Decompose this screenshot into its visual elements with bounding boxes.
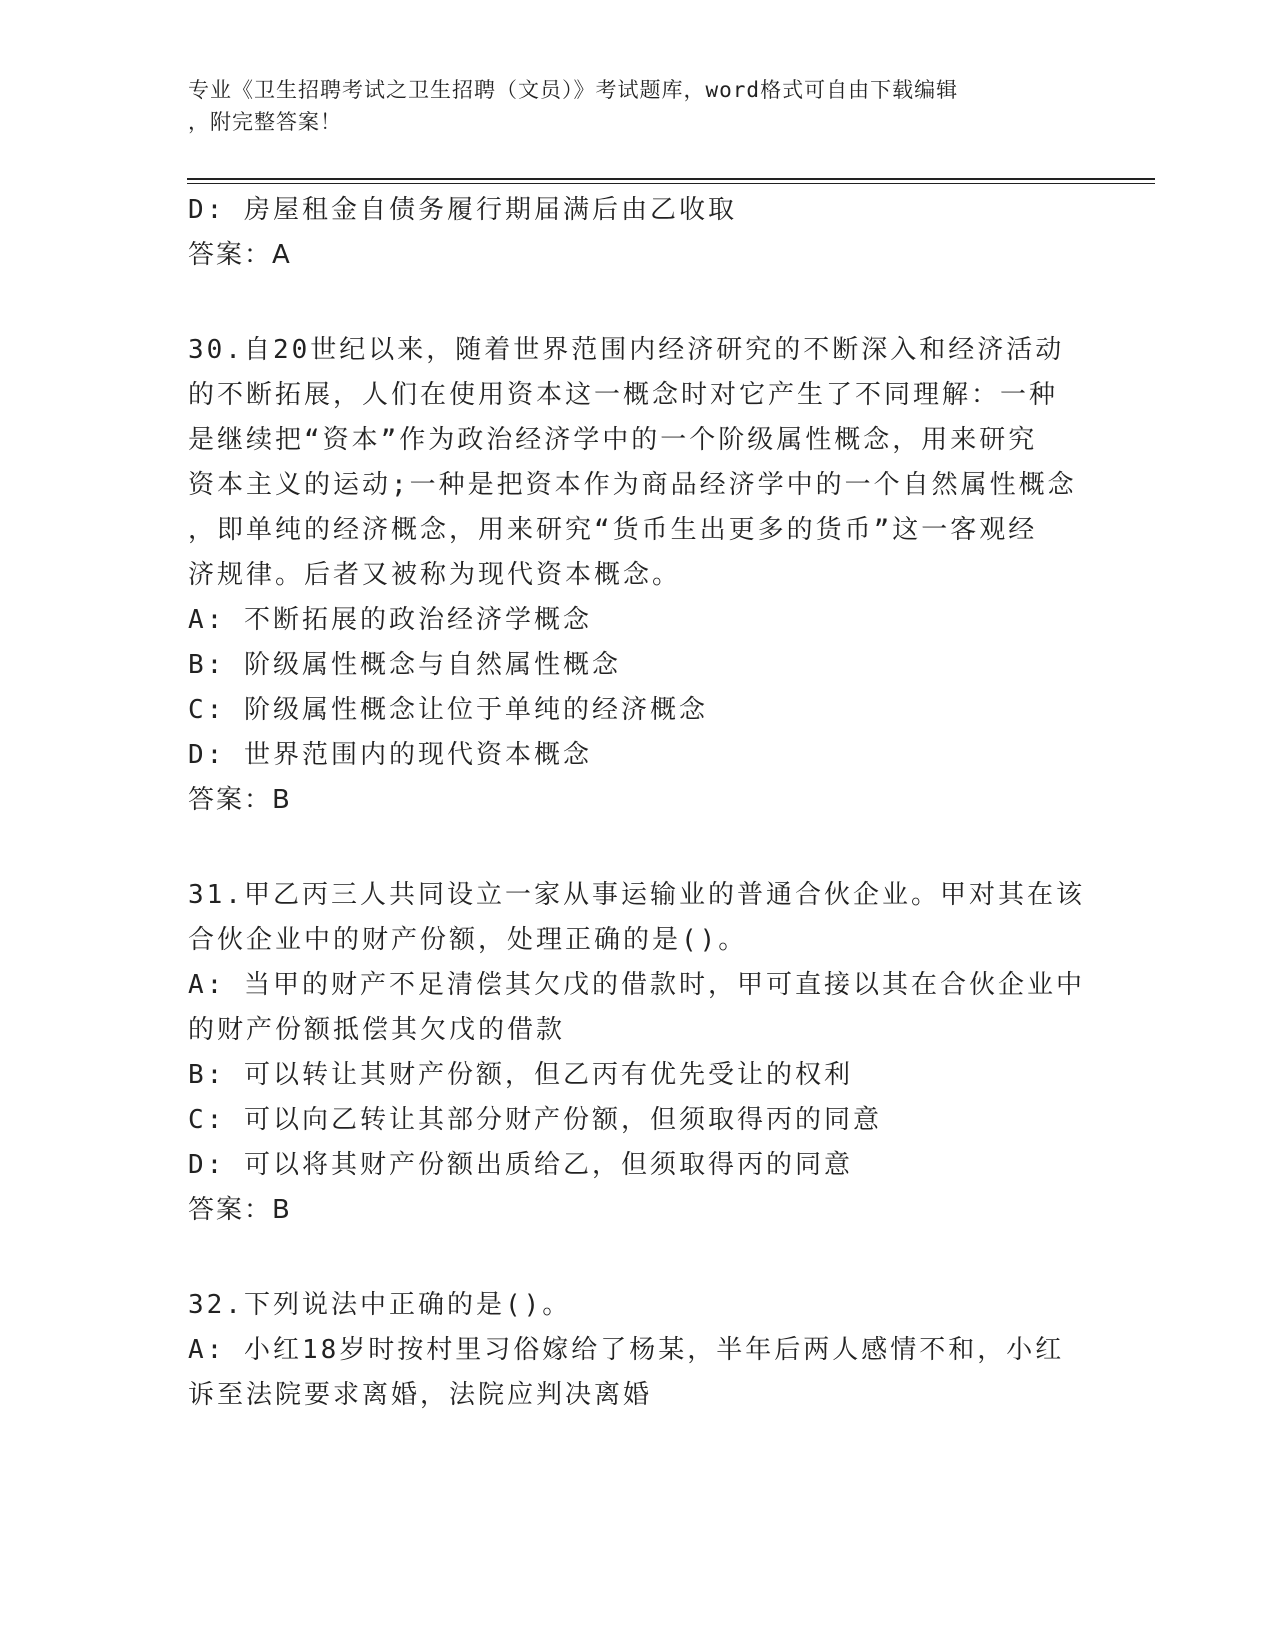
previous-question-tail	[188, 188, 1088, 278]
question-content	[188, 188, 1088, 1418]
question-stem-line: 31.甲乙丙三人共同设立一家从事运输业的普通合伙企业。甲对其在该	[188, 880, 1085, 910]
question-31	[188, 873, 1088, 1233]
option-d: D: 世界范围内的现代资本概念	[188, 740, 592, 770]
option-b: B: 阶级属性概念与自然属性概念	[188, 650, 621, 680]
answer-label: 答案：B	[188, 1195, 292, 1225]
answer-label: 答案：A	[188, 240, 292, 270]
header-line-1: 专业《卫生招聘考试之卫生招聘（文员）》考试题库，word格式可自由下载编辑	[188, 78, 959, 102]
question-30	[188, 328, 1088, 823]
header-rule-thick	[187, 178, 1155, 180]
option-a: A: 不断拓展的政治经济学概念	[188, 605, 592, 635]
question-stem-line: 32.下列说法中正确的是()。	[188, 1290, 572, 1320]
option-d: D: 房屋租金自债务履行期届满后由乙收取	[188, 195, 737, 225]
question-stem-line: 济规律。后者又被称为现代资本概念。	[188, 560, 682, 590]
header-rule-thin	[187, 183, 1155, 184]
question-stem-line: 的不断拓展，人们在使用资本这一概念时对它产生了不同理解：一种	[188, 380, 1059, 410]
document-header	[188, 74, 1088, 138]
option-a: A: 小红18岁时按村里习俗嫁给了杨某，半年后两人感情不和，小红	[188, 1335, 1065, 1365]
option-c: C: 阶级属性概念让位于单纯的经济概念	[188, 695, 708, 725]
question-stem-line: 30.自20世纪以来，随着世界范围内经济研究的不断深入和经济活动	[188, 335, 1065, 365]
option-c: C: 可以向乙转让其部分财产份额，但须取得丙的同意	[188, 1105, 882, 1135]
option-b: B: 可以转让其财产份额，但乙丙有优先受让的权利	[188, 1060, 853, 1090]
header-line-2: ，附完整答案！	[188, 110, 342, 134]
question-32	[188, 1283, 1088, 1418]
option-a-continued: 的财产份额抵偿其欠戊的借款	[188, 1015, 566, 1045]
answer-label: 答案：B	[188, 785, 292, 815]
question-stem-line: ，即单纯的经济概念，用来研究“货币生出更多的货币”这一客观经	[188, 515, 1038, 545]
option-d: D: 可以将其财产份额出质给乙，但须取得丙的同意	[188, 1150, 853, 1180]
option-a-continued: 诉至法院要求离婚，法院应判决离婚	[188, 1380, 653, 1410]
option-a: A: 当甲的财产不足清偿其欠戊的借款时，甲可直接以其在合伙企业中	[188, 970, 1085, 1000]
question-stem-line: 是继续把“资本”作为政治经济学中的一个阶级属性概念，用来研究	[188, 425, 1038, 455]
question-stem-line: 资本主义的运动;一种是把资本作为商品经济学中的一个自然属性概念	[188, 470, 1077, 500]
question-stem-line: 合伙企业中的财产份额，处理正确的是()。	[188, 925, 748, 955]
